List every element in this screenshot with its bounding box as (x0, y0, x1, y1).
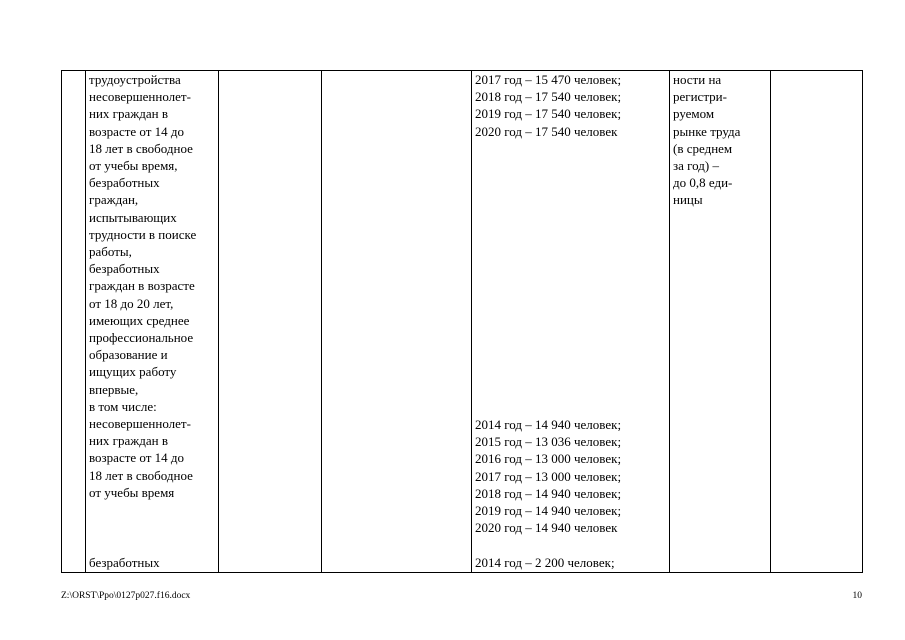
text-line: рынке труда (673, 123, 741, 139)
text-line: 2018 год – 14 940 человек; (475, 485, 622, 501)
text-line: впервые, (89, 381, 139, 397)
table-row (62, 71, 863, 573)
text-line: от 18 до 20 лет, (89, 295, 174, 311)
indicator-text-block (673, 71, 770, 209)
text-line: несовершеннолет- (89, 89, 191, 105)
text-line: трудоустройства (89, 72, 181, 87)
text-line: 2015 год – 13 036 человек; (475, 434, 622, 450)
text-line: 18 лет в свободное (89, 140, 193, 156)
cell-empty-7 (771, 71, 863, 573)
text-line: 2019 год – 17 540 человек; (475, 106, 622, 122)
text-line: ности на (673, 72, 722, 87)
text-line: 2014 год – 14 940 человек; (475, 417, 622, 432)
measure-text-block (89, 71, 218, 501)
text-line: безработных (89, 555, 160, 570)
text-line: 18 лет в свободное (89, 467, 193, 483)
text-line: возрасте от 14 до (89, 450, 185, 466)
yearly-values-block-1 (475, 71, 669, 140)
text-line: 2020 год – 14 940 человек (475, 520, 618, 536)
text-line: до 0,8 еди- (673, 175, 733, 191)
cell-number (62, 71, 86, 573)
text-line: безработных (89, 261, 160, 277)
text-line: от учебы время (89, 484, 175, 500)
text-line: от учебы время, (89, 158, 178, 174)
cell-measure-name (86, 71, 219, 573)
text-line: 2017 год – 15 470 человек; (475, 72, 622, 87)
text-line: граждан в возрасте (89, 278, 195, 294)
measure-text-block-2 (89, 554, 218, 571)
text-line: них граждан в (89, 433, 168, 449)
program-table (61, 70, 863, 573)
text-line: имеющих среднее (89, 312, 190, 328)
text-line: трудности в поиске (89, 226, 197, 242)
text-line: регистри- (673, 89, 727, 105)
text-line: образование и (89, 347, 168, 363)
cell-empty-3 (219, 71, 322, 573)
text-line: них граждан в (89, 106, 168, 122)
yearly-values-block-2 (475, 416, 669, 536)
text-line: 2020 год – 17 540 человек (475, 123, 618, 139)
text-line: 2017 год – 13 000 человек; (475, 468, 622, 484)
text-line: ницы (673, 192, 703, 208)
text-line: руемом (673, 106, 715, 122)
page-number: 10 (852, 591, 862, 601)
cell-empty-4 (322, 71, 472, 573)
text-line: профессиональное (89, 330, 194, 346)
text-line: за год) – (673, 158, 719, 174)
text-line: ищущих работу (89, 364, 177, 380)
text-line: 2014 год – 2 200 человек; (475, 555, 615, 570)
footer-file-path: Z:\ORST\Ppo\0127p027.f16.docx (61, 591, 191, 601)
cell-yearly-values (472, 71, 670, 573)
text-line: 2018 год – 17 540 человек; (475, 89, 622, 105)
cell-indicator (670, 71, 771, 573)
text-line: работы, (89, 244, 132, 260)
text-line: возрасте от 14 до (89, 123, 185, 139)
text-line: безработных (89, 175, 160, 191)
text-line: 2019 год – 14 940 человек; (475, 503, 622, 519)
text-line: в том числе: (89, 398, 157, 414)
text-line: испытывающих (89, 209, 177, 225)
yearly-values-block-3 (475, 554, 669, 571)
text-line: (в среднем (673, 140, 733, 156)
text-line: граждан, (89, 192, 139, 208)
text-line: 2016 год – 13 000 человек; (475, 451, 622, 467)
text-line: несовершеннолет- (89, 416, 191, 432)
